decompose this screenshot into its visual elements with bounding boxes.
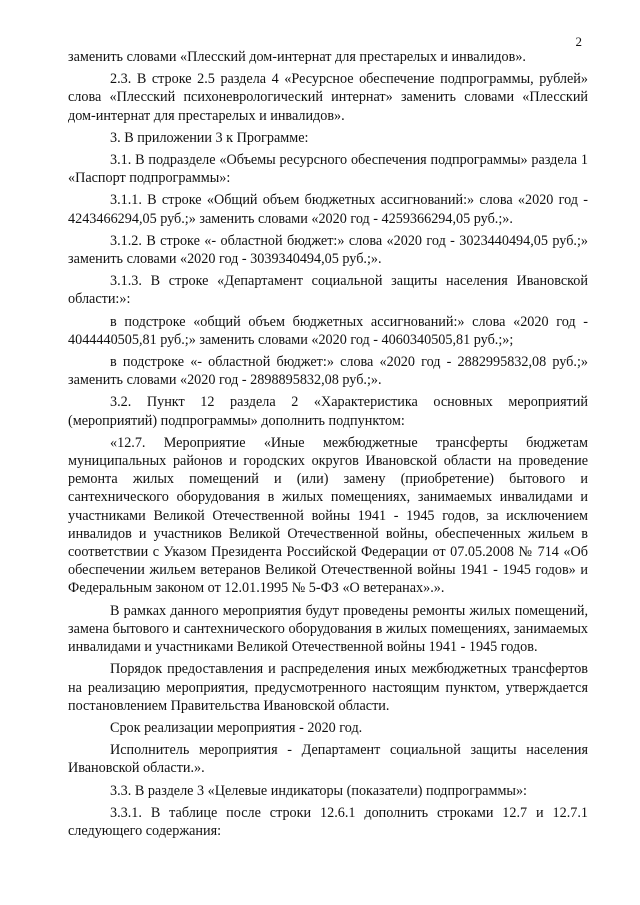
document-body [68,48,588,844]
paragraph: Исполнитель мероприятия - Департамент социальной защиты населения Ивановской области.». [68,742,588,777]
paragraph: 2.3. В строке 2.5 раздела 4 «Ресурсное обеспечение подпрограммы, рублей» слова «Плесский психоневрологический интернат» заменить словами «Плесский дом-интернат для престарелых и инвалидов». [68,71,588,124]
paragraph: 3.3. В разделе 3 «Целевые индикаторы (показатели) подпрограммы»: [110,782,527,799]
paragraph: Срок реализации мероприятия - 2020 год. [110,719,363,736]
paragraph: 3.3.1. В таблице после строки 12.6.1 дополнить строками 12.7 и 12.7.1 следующего содержания: [68,804,588,839]
paragraph: 3.1.2. В строке «- областной бюджет:» слова «2020 год - 3023440494,05 руб.;» заменить словами «2020 год - 3039340494,05 руб.;». [68,232,588,268]
paragraph: 3. В приложении 3 к Программе: [110,129,309,146]
paragraph: в подстроке «- областной бюджет:» слова «2020 год - 2882995832,08 руб.;» заменить словами «2020 год - 2898895832,08 руб.;». [68,354,588,389]
page-number: 2 [575,34,582,49]
paragraph: В рамках данного мероприятия будут проведены ремонты жилых помещений, замена бытового и сантехнического оборудования в жилых помещениях, занимаемых инвалидами и участниками Великой Отечественной войны 1941 - 1945 годов. [68,602,588,656]
paragraph: 3.1.1. В строке «Общий объем бюджетных ассигнований:» слова «2020 год - 4243466294,05 руб.;» заменить словами «2020 год - 4259366294,05 руб.;». [68,192,588,227]
paragraph: «12.7. Мероприятие «Иные межбюджетные трансферты бюджетам муниципальных районов и городских округов Ивановской области на проведение ремонта жилых помещений и (или) замену (приобретение) бытового и сантехнического оборудования в жилых помещениях, занимаемых инвалидами и участниками Великой Отечественной войны 1941 - 1945 годов, за исключением инвалидов и участников Великой Отечественной войны, обеспеченных жильем в соответствии с Указом Президента Российской Федерации от 07.05.2008 № 714 «Об обеспечении жильем ветеранов Великой Отечественной войны 1941 - 1945 годов» и Федеральным законом от 12.01.1995 № 5-ФЗ «О ветеранах».». [68,434,588,597]
paragraph: Порядок предоставления и распределения иных межбюджетных трансфертов на реализацию мероприятия, предусмотренного настоящим пунктом, утверждается постановлением Правительства Ивановской области. [68,661,588,714]
paragraph: 3.1. В подразделе «Объемы ресурсного обеспечения подпрограммы» раздела 1 «Паспорт подпрограммы»: [68,152,588,187]
paragraph: 3.1.3. В строке «Департамент социальной защиты населения Ивановской области:»: [68,273,588,308]
paragraph: заменить словами «Плесский дом-интернат для престарелых и инвалидов». [68,49,526,65]
paragraph: в подстроке «общий объем бюджетных ассигнований:» слова «2020 год - 4044440505,81 руб.;» заменить словами «2020 год - 4060340505,81 руб.;»; [68,313,588,348]
paragraph: 3.2. Пункт 12 раздела 2 «Характеристика основных мероприятий (мероприятий) подпрограммы» дополнить подпунктом: [68,394,588,429]
